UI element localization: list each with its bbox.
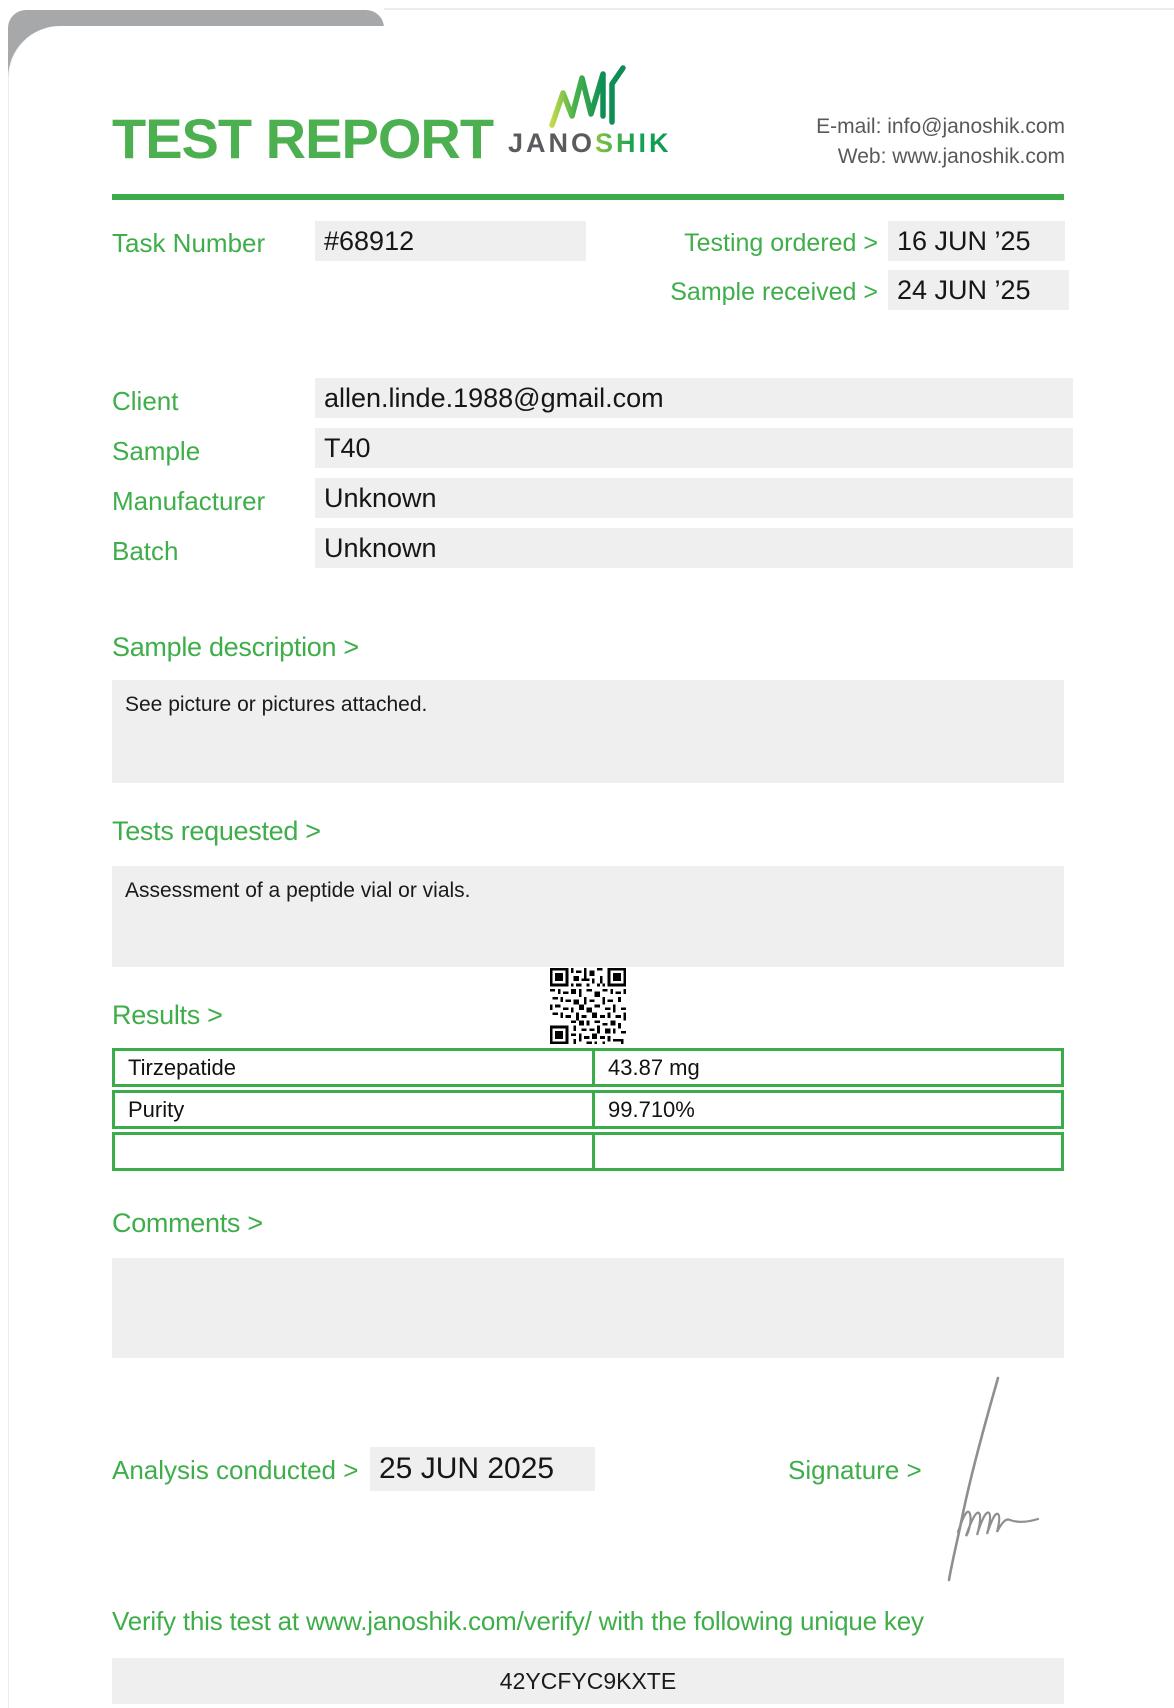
client-value xyxy=(315,378,1073,418)
manufacturer-label: Manufacturer xyxy=(112,486,266,516)
signature-label: Signature > xyxy=(788,1455,922,1485)
comments-heading: Comments > xyxy=(112,1208,263,1238)
result-name-cell xyxy=(115,1135,595,1168)
sample-received-text: 24 JUN ’25 xyxy=(897,274,1031,305)
brand-wordmark xyxy=(508,128,672,159)
chart-line-icon xyxy=(546,64,628,133)
result-name: Purity xyxy=(128,1096,185,1122)
sample-text: T40 xyxy=(324,432,371,463)
page-top-edge xyxy=(384,8,1174,10)
analysis-date-value xyxy=(370,1447,595,1491)
result-value-cell xyxy=(595,1135,1061,1168)
manufacturer-text: Unknown xyxy=(324,482,437,513)
testing-ordered-text: 16 JUN ’25 xyxy=(897,225,1031,256)
unique-key-box xyxy=(112,1658,1064,1704)
sample-description-heading: Sample description > xyxy=(112,632,359,662)
result-value: 99.710% xyxy=(608,1096,695,1122)
header-divider xyxy=(112,194,1064,200)
result-name-cell xyxy=(115,1051,595,1084)
batch-value xyxy=(315,528,1073,568)
results-table-row-1 xyxy=(112,1048,1064,1087)
tests-requested-text: Assessment of a peptide vial or vials. xyxy=(125,879,471,902)
results-heading: Results > xyxy=(112,1000,223,1030)
manufacturer-value xyxy=(315,478,1073,518)
analysis-conducted-label: Analysis conducted > xyxy=(112,1455,359,1485)
sample-value xyxy=(315,428,1073,468)
contact-web: Web: www.janoshik.com xyxy=(837,145,1065,168)
results-table-row-2 xyxy=(112,1090,1064,1129)
sample-label: Sample xyxy=(112,436,201,466)
sample-description-box xyxy=(112,680,1064,783)
contact-block xyxy=(816,112,1065,172)
result-value-cell xyxy=(595,1051,1061,1084)
results-table-row-3 xyxy=(112,1132,1064,1171)
result-name-cell xyxy=(115,1093,595,1126)
brand-shik: SHIK xyxy=(595,128,672,158)
client-label: Client xyxy=(112,386,179,416)
batch-text: Unknown xyxy=(324,532,437,563)
testing-ordered-label: Testing ordered > xyxy=(684,229,878,257)
task-number-label: Task Number xyxy=(112,228,266,258)
sample-received-label: Sample received > xyxy=(670,278,878,306)
sample-received-value xyxy=(888,270,1069,310)
comments-box xyxy=(112,1258,1064,1358)
tests-requested-heading: Tests requested > xyxy=(112,816,321,846)
contact-email: E-mail: info@janoshik.com xyxy=(816,115,1065,138)
batch-label: Batch xyxy=(112,536,179,566)
client-text: allen.linde.1988@gmail.com xyxy=(324,382,664,413)
qr-code-icon xyxy=(549,968,627,1049)
task-number-value xyxy=(315,221,586,261)
result-value: 43.87 mg xyxy=(608,1054,700,1080)
result-name: Tirzepatide xyxy=(128,1054,237,1080)
brand-jano: JANO xyxy=(508,128,596,158)
testing-ordered-value xyxy=(888,221,1065,261)
sample-description-text: See picture or pictures attached. xyxy=(125,693,428,716)
page-title: TEST REPORT xyxy=(112,107,494,170)
task-number-text: #68912 xyxy=(324,225,415,256)
verify-instruction: Verify this test at www.janoshik.com/verify/ with the following unique key xyxy=(112,1606,924,1636)
unique-key-text: 42YCFYC9KXTE xyxy=(499,1667,677,1694)
result-value-cell xyxy=(595,1093,1061,1126)
analysis-date-text: 25 JUN 2025 xyxy=(379,1452,555,1485)
tests-requested-box xyxy=(112,866,1064,967)
signature-icon xyxy=(928,1372,1046,1589)
